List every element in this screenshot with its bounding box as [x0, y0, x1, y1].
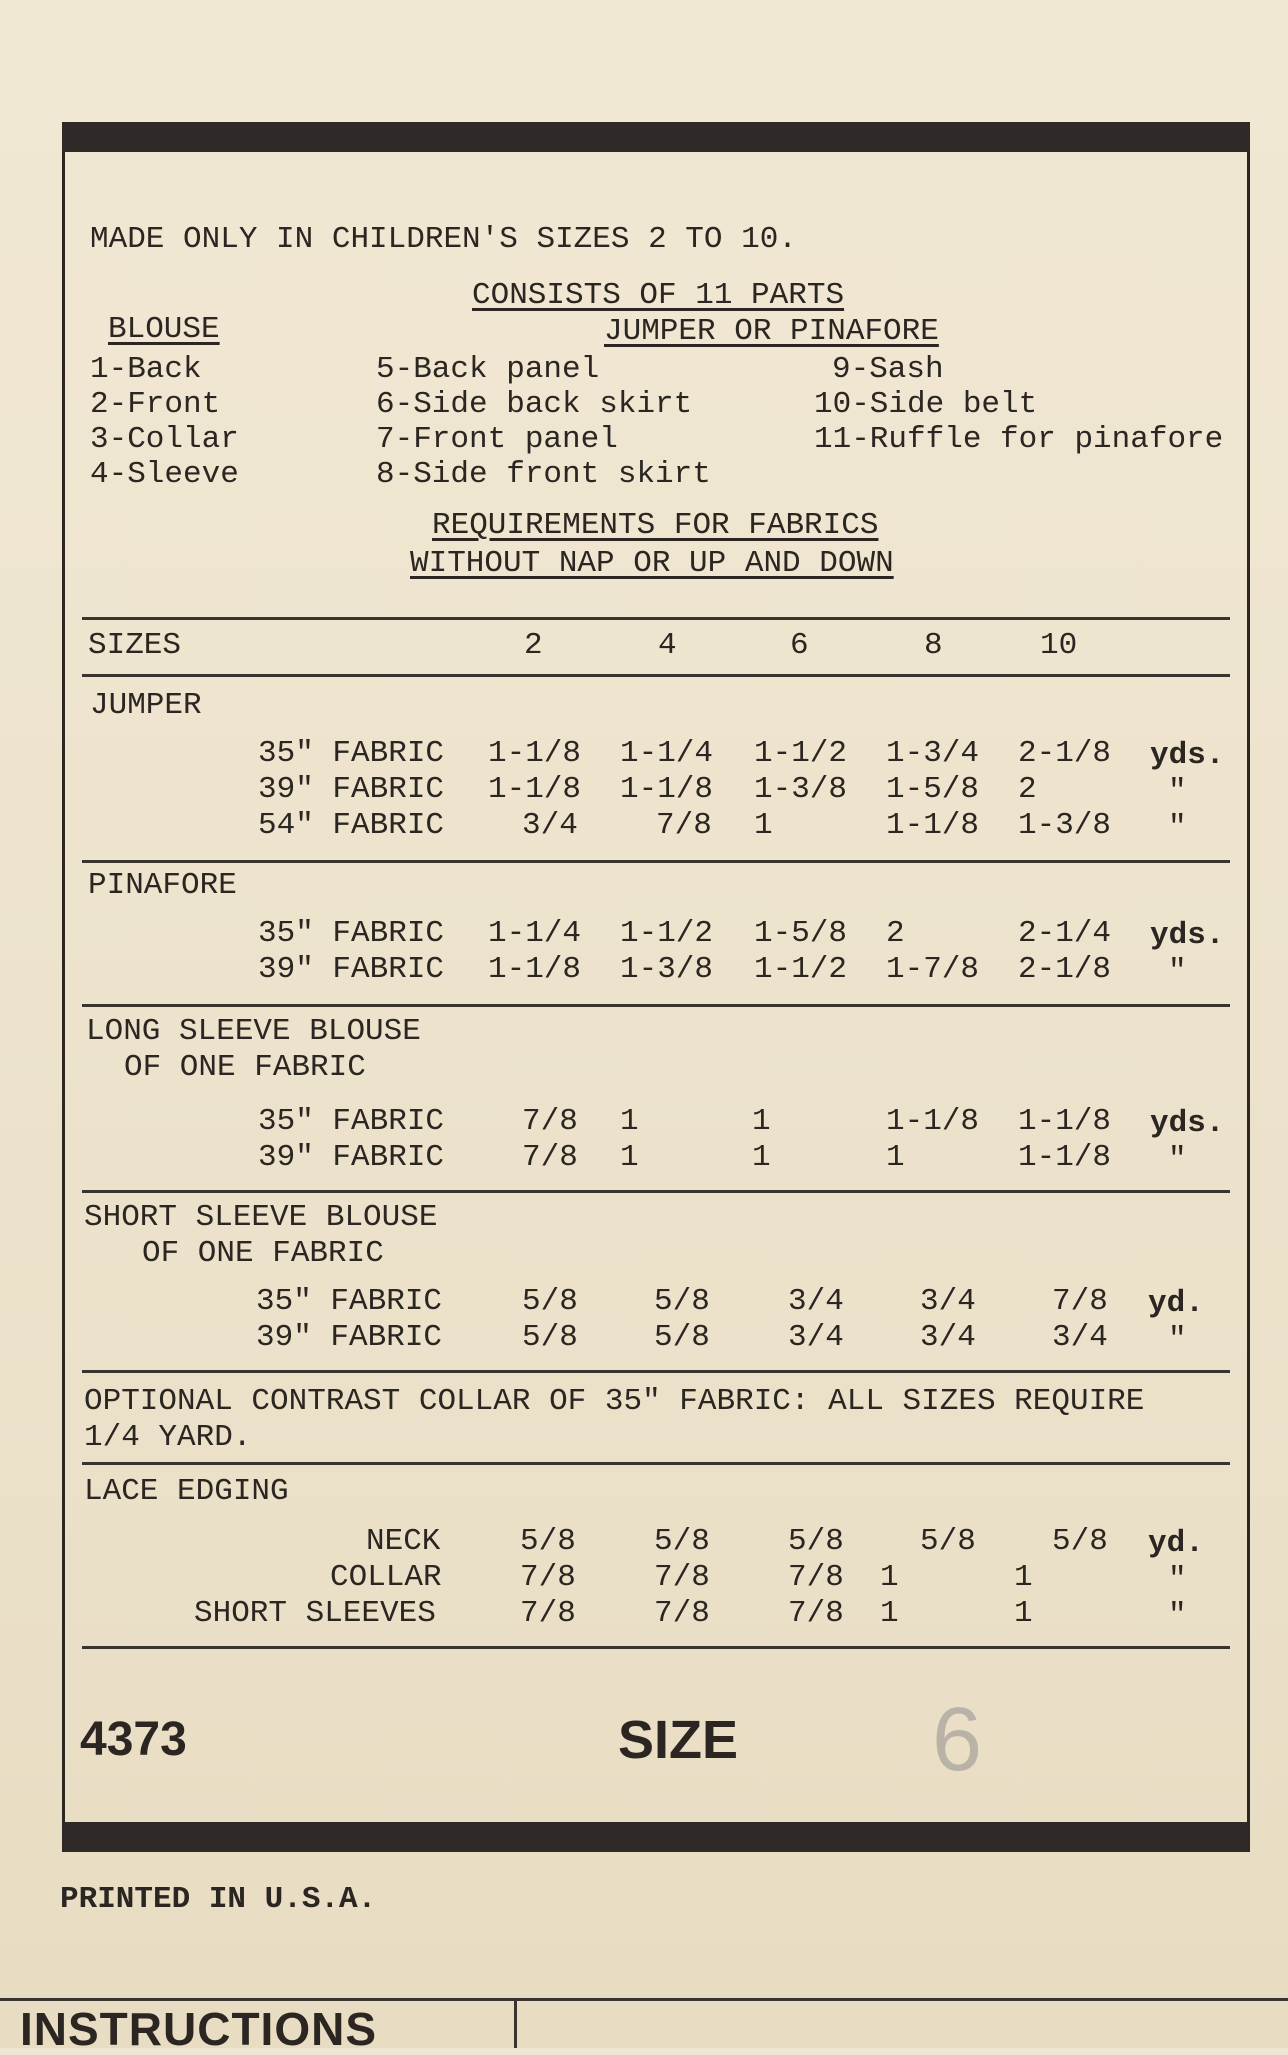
rule [82, 1190, 1230, 1193]
jumper-35-size2: 1-1/8 [488, 736, 582, 771]
requirements-line1: REQUIREMENTS FOR FABRICS [432, 508, 879, 543]
part-7: 7-Front panel [376, 422, 618, 457]
rule [82, 1646, 1230, 1649]
pinafore-35-size4: 1-1/2 [620, 916, 714, 951]
jumper-title: JUMPER [90, 688, 202, 723]
jumper-39-size10: 2 [1018, 772, 1037, 807]
frame-bottom-bar [62, 1822, 1250, 1852]
lace-collar-size4: 7/8 [654, 1560, 710, 1595]
size-value: 6 [932, 1690, 983, 1790]
rule [82, 617, 1230, 620]
short-39-unit: " [1168, 1322, 1187, 1357]
lace-neck-size8: 5/8 [920, 1524, 976, 1559]
size-2: 2 [524, 628, 543, 663]
pinafore-39-size4: 1-3/8 [620, 952, 714, 987]
short-35-size10: 7/8 [1052, 1284, 1108, 1319]
jumper-54-size6: 1 [754, 808, 773, 843]
jumper-39-size8: 1-5/8 [886, 772, 980, 807]
jumper-35-size10: 2-1/8 [1018, 736, 1112, 771]
long-label-35: 35" FABRIC [258, 1104, 445, 1139]
lace-sleeves-size6: 7/8 [788, 1596, 844, 1631]
pinafore-label-39: 39" FABRIC [258, 952, 445, 987]
optional-collar-line2: 1/4 YARD. [84, 1420, 252, 1455]
size-4: 4 [658, 628, 677, 663]
part-5: 5-Back panel [376, 352, 600, 387]
jumper-54-unit: " [1168, 810, 1187, 845]
part-9: 9-Sash [832, 352, 944, 387]
size-8: 8 [924, 628, 943, 663]
part-8: 8-Side front skirt [376, 457, 711, 492]
lace-label-short-sleeves: SHORT SLEEVES [194, 1596, 436, 1631]
lace-sleeves-size4: 7/8 [654, 1596, 710, 1631]
jumper-35-size4: 1-1/4 [620, 736, 714, 771]
long-35-unit: yds. [1150, 1106, 1225, 1141]
jumper-54-size10: 1-3/8 [1018, 808, 1112, 843]
part-6: 6-Side back skirt [376, 387, 693, 422]
long-35-size2: 7/8 [522, 1104, 578, 1139]
rule [82, 1004, 1230, 1007]
jumper-54-size8: 1-1/8 [886, 808, 980, 843]
lace-collar-size8: 1 [880, 1560, 899, 1595]
jumper-54-size4: 7/8 [656, 808, 712, 843]
pinafore-39-size2: 1-1/8 [488, 952, 582, 987]
pinafore-39-unit: " [1168, 954, 1187, 989]
long-39-unit: " [1168, 1142, 1187, 1177]
jumper-39-size6: 1-3/8 [754, 772, 848, 807]
pinafore-35-size6: 1-5/8 [754, 916, 848, 951]
long-35-size4: 1 [620, 1104, 639, 1139]
lace-collar-size10: 1 [1014, 1560, 1033, 1595]
lace-neck-size6: 5/8 [788, 1524, 844, 1559]
jumper-39-unit: " [1168, 774, 1187, 809]
jumper-label-35: 35" FABRIC [258, 736, 445, 771]
short-35-size6: 3/4 [788, 1284, 844, 1319]
short-label-39: 39" FABRIC [256, 1320, 443, 1355]
long-39-size10: 1-1/8 [1018, 1140, 1112, 1175]
rule [82, 860, 1230, 863]
lace-collar-size2: 7/8 [520, 1560, 576, 1595]
jumper-label-39: 39" FABRIC [258, 772, 445, 807]
short-35-size2: 5/8 [522, 1284, 578, 1319]
instructions-heading: INSTRUCTIONS [20, 2003, 377, 2055]
short-35-size4: 5/8 [654, 1284, 710, 1319]
long-sleeve-title: LONG SLEEVE BLOUSE [86, 1014, 421, 1049]
short-label-35: 35" FABRIC [256, 1284, 443, 1319]
short-39-size10: 3/4 [1052, 1320, 1108, 1355]
short-39-size4: 5/8 [654, 1320, 710, 1355]
jumper-35-size8: 1-3/4 [886, 736, 980, 771]
long-sleeve-subtitle: OF ONE FABRIC [124, 1050, 366, 1085]
pinafore-39-size8: 1-7/8 [886, 952, 980, 987]
pinafore-39-size10: 2-1/8 [1018, 952, 1112, 987]
jumper-54-size2: 3/4 [522, 808, 578, 843]
bottom-vertical-divider [514, 1998, 517, 2048]
requirements-line2: WITHOUT NAP OR UP AND DOWN [410, 546, 894, 581]
jumper-35-unit: yds. [1150, 738, 1225, 773]
pinafore-title: PINAFORE [88, 868, 237, 903]
part-10: 10-Side belt [814, 387, 1038, 422]
pinafore-39-size6: 1-1/2 [754, 952, 848, 987]
long-39-size2: 7/8 [522, 1140, 578, 1175]
long-39-size6: 1 [752, 1140, 771, 1175]
sizes-label: SIZES [88, 628, 182, 663]
lace-neck-size10: 5/8 [1052, 1524, 1108, 1559]
short-35-unit: yd. [1148, 1286, 1204, 1321]
part-1: 1-Back [90, 352, 202, 387]
jumper-39-size2: 1-1/8 [488, 772, 582, 807]
part-2: 2-Front [90, 387, 221, 422]
short-39-size6: 3/4 [788, 1320, 844, 1355]
size-label: SIZE [618, 1710, 739, 1770]
lace-label-collar: COLLAR [330, 1560, 442, 1595]
pinafore-35-unit: yds. [1150, 918, 1225, 953]
lace-collar-unit: " [1168, 1562, 1187, 1597]
short-39-size2: 5/8 [522, 1320, 578, 1355]
lace-sleeves-size10: 1 [1014, 1596, 1033, 1631]
long-label-39: 39" FABRIC [258, 1140, 445, 1175]
lace-label-neck: NECK [366, 1524, 441, 1559]
size-10: 10 [1040, 628, 1078, 663]
jumper-label-54: 54" FABRIC [258, 808, 445, 843]
part-3: 3-Collar [90, 422, 239, 457]
jumper-heading: JUMPER OR PINAFORE [604, 314, 939, 349]
rule [82, 674, 1230, 677]
lace-neck-size4: 5/8 [654, 1524, 710, 1559]
long-39-size4: 1 [620, 1140, 639, 1175]
short-sleeve-title: SHORT SLEEVE BLOUSE [84, 1200, 438, 1235]
lace-title: LACE EDGING [84, 1474, 289, 1509]
blouse-heading: BLOUSE [108, 312, 220, 347]
long-35-size6: 1 [752, 1104, 771, 1139]
long-35-size10: 1-1/8 [1018, 1104, 1112, 1139]
short-35-size8: 3/4 [920, 1284, 976, 1319]
frame-top-bar [62, 122, 1250, 152]
pattern-number: 4373 [80, 1713, 187, 1766]
lace-neck-size2: 5/8 [520, 1524, 576, 1559]
short-sleeve-subtitle: OF ONE FABRIC [142, 1236, 384, 1271]
jumper-35-size6: 1-1/2 [754, 736, 848, 771]
long-39-size8: 1 [886, 1140, 905, 1175]
size-6: 6 [790, 628, 809, 663]
part-4: 4-Sleeve [90, 457, 239, 492]
printed-in-usa: PRINTED IN U.S.A. [60, 1882, 377, 1917]
lace-sleeves-size2: 7/8 [520, 1596, 576, 1631]
pinafore-label-35: 35" FABRIC [258, 916, 445, 951]
bottom-divider [0, 1998, 1288, 2001]
jumper-39-size4: 1-1/8 [620, 772, 714, 807]
pinafore-35-size10: 2-1/4 [1018, 916, 1112, 951]
part-11: 11-Ruffle for pinafore [814, 422, 1224, 457]
rule [82, 1370, 1230, 1373]
pinafore-35-size2: 1-1/4 [488, 916, 582, 951]
lace-collar-size6: 7/8 [788, 1560, 844, 1595]
made-only-text: MADE ONLY IN CHILDREN'S SIZES 2 TO 10. [90, 222, 797, 257]
lace-sleeves-size8: 1 [880, 1596, 899, 1631]
consists-heading: CONSISTS OF 11 PARTS [472, 278, 845, 313]
lace-sleeves-unit: " [1168, 1598, 1187, 1633]
pinafore-35-size8: 2 [886, 916, 905, 951]
long-35-size8: 1-1/8 [886, 1104, 980, 1139]
short-39-size8: 3/4 [920, 1320, 976, 1355]
optional-collar-line1: OPTIONAL CONTRAST COLLAR OF 35" FABRIC: ALL SIZES REQUIRE [84, 1384, 1145, 1419]
lace-neck-unit: yd. [1148, 1526, 1204, 1561]
rule [82, 1462, 1230, 1465]
